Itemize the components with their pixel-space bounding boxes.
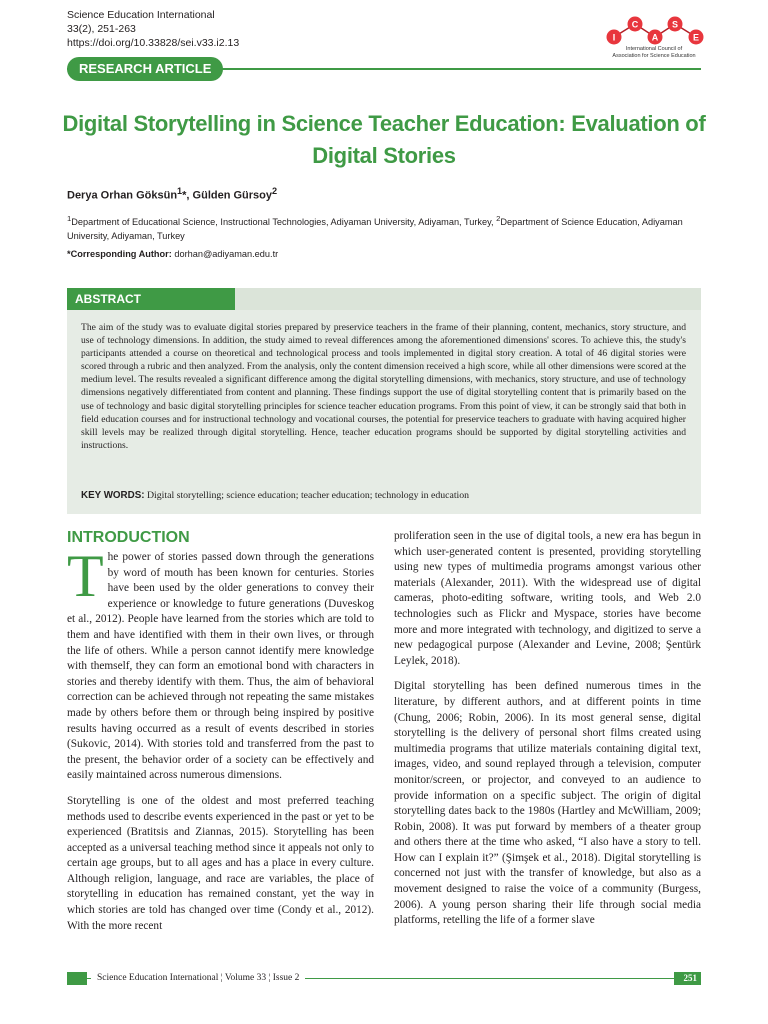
author-1-sup: 1 [177,186,183,196]
logo-letter-i: I [612,32,616,43]
abstract-heading: ABSTRACT [67,288,235,310]
author-2-sup: 2 [272,186,278,196]
intro-paragraph-1-text: he power of stories passed down through the generations by word of mouth has been known for centuries. Stories have been used by the older generations to convey their experience or knowledge to future generations (Duveskog et al., 2012). People have learned from the stories which are told to them and have identified with them in their own lives, or through the life of others. While a person cannot identify mere knowledge with themself, they can form an emotional bond with characters in stories and thereby identify with them. Thus, the aim of behavioral correction can be achieved through not repeating the same mistakes made by others before them or through being inspired by positive results having occurred as a result of events described in stories (Sukovic, 2014). With stories told and transferred from the past to the present, the behavior order of a society can be effectively and easily maintained across numerous dimensions. [67,551,374,782]
affil-1-sup: 1 [67,214,72,223]
intro-paragraph-4: Digital storytelling has been defined numerous times in the literature, by different authors, and at different points in time (Chung, 2006; Robin, 2006). In its most general sense, digital storytelling is the delivery of personal short films created using multimedia programs that utilize materials containing digital text, images, video, and sound replayed through a television, computer monitor/screen, or projector, and conveyed to an audience to provide information on a specific subject. The origin of digital storytelling dates back to the 1980s (Hartley and McWilliam, 2009; Robin, 2008). It was put forward by members of a theater group and others there at the time who asked, “I also have a story to tell. How can I explain it?” (Şimşek et al., 2018). Digital storytelling is concerned not just with the transfer of knowledge, but also as a movement designed to raise the voice of a community (Burgess, 2006). A young person sharing their life through social media platforms, retelling the life of a former slave [394,680,701,927]
article-type-banner [67,57,701,81]
keywords [81,490,686,501]
logo-letter-s: S [671,19,679,30]
logo-letter-e: E [692,32,700,43]
intro-paragraph-3: proliferation seen in the use of digital tools, a new era has begun in which user-generated content is presented, providing storytelling using new types of multimedia programs amongst various other materials (Alexander, 2011). With the widespread use of digital cameras, photo-editing software, writing tools, and Web 2.0 technologies such as Flickr and Myspace, stories have become more and more integrated with technology, and digitized to serve a new pedagogical purpose (Alexander and Levine, 2008; Şentürk Leylek, 2018). [394,530,701,667]
corresponding-email[interactable]: dorhan@adiyaman.edu.tr [174,249,279,259]
article-title-line2: Digital Stories [312,143,456,168]
author-2: Gülden Gürsoy [192,189,273,202]
footer-sep-2: ¦ [266,973,273,983]
introduction-heading: INTRODUCTION [67,529,190,546]
author-1: Derya Orhan Göksün [67,189,178,202]
research-article-label: RESEARCH ARTICLE [67,57,223,81]
logo-caption-line2: Association for Science Education [612,53,696,59]
footer-volume: Volume 33 [224,973,267,983]
footer-journal-info [91,971,305,985]
keywords-label: KEY WORDS: [81,490,145,501]
journal-meta [67,8,239,50]
corresponding-label: *Corresponding Author: [67,249,172,259]
footer-tab [67,972,87,985]
footer-sep-1: ¦ [218,973,225,983]
keywords-list: Digital storytelling; science education; teacher education; technology in education [146,490,470,501]
affil-2-sup: 2 [496,214,501,223]
logo-caption-line1: International Council of [625,46,683,52]
journal-doi[interactable]: https://doi.org/10.33828/sei.v33.i2.13 [67,37,240,49]
drop-cap: T [67,543,104,609]
logo-letter-c: C [631,19,639,30]
article-title [40,108,728,172]
page-number: 251 [674,972,702,985]
intro-paragraph-1 [67,543,374,784]
footer-journal: Science Education International [97,973,219,983]
logo-letter-a: A [651,32,659,43]
journal-name: Science Education International [67,9,215,21]
abstract-text: The aim of the study was to evaluate digital stories prepared by preservice teachers in the frame of their planning, content, mechanics, story structure, and use of technology dimensions. In addition, the study aimed to reveal differences among the aforementioned dimensions' scores. To achieve this, the study's participants attended a course on theoretical and technological process and tools implemented in digital story creation. A total of 46 digital stories were scored through a rubric and then analyzed. From the analysis, only the content dimension received a high score, while all other dimensions were scored at the medium level. The results revealed a significant difference among the digital storytelling dimensions, with mechanics, story structure, and use of technology dimensions negatively differentiated from content and planning. These findings support the use of digital storytelling content that is primarily based on the use of technology and basic digital storytelling principles for science teacher education programs. From this point of view, it can be strongly said that both in field education courses and for instructional technology and vocational courses, the potential for preservice teachers to graduate with having acquired higher skill levels may be realized through digital storytelling. Hence, teacher education programs should be supported by digital storytelling activities and instructions. [81,322,686,451]
body-column-right [394,529,701,939]
footer-issue: Issue 2 [272,973,300,983]
authors [67,186,277,202]
corresponding-author [67,249,278,259]
journal-volume-pages: 33(2), 251-263 [67,23,136,35]
affil-1: Department of Educational Science, Instructional Technologies, Adiyaman University, Adiyaman, Turkey, [71,217,497,228]
corresponding-star: * [182,189,187,202]
page-footer [67,972,701,985]
abstract-section [67,288,701,514]
affiliations [67,212,701,243]
author-sep: , [186,189,193,202]
intro-paragraph-2: Storytelling is one of the oldest and most preferred teaching methods used to describe events experienced in the past or yet to be experienced (Bratitsis and Ziannas, 2015). Storytelling has been accepted as a universal teaching method since it appeals not only to certain age groups, but to all ages and has a place in every culture. Although religion, language, and race are variables, the place of storytelling in education has remained constant, yet the way in which stories are told has changed over time (Condy et al., 2012). With the more recent [67,794,374,932]
abstract-header-bar [235,288,701,310]
article-title-line1: Digital Storytelling in Science Teacher Education: Evaluation of [62,111,706,136]
body-column-left [67,528,374,944]
affil-2: Department of Science Education, Adiyaman University, Adiyaman, Turkey [67,217,683,242]
